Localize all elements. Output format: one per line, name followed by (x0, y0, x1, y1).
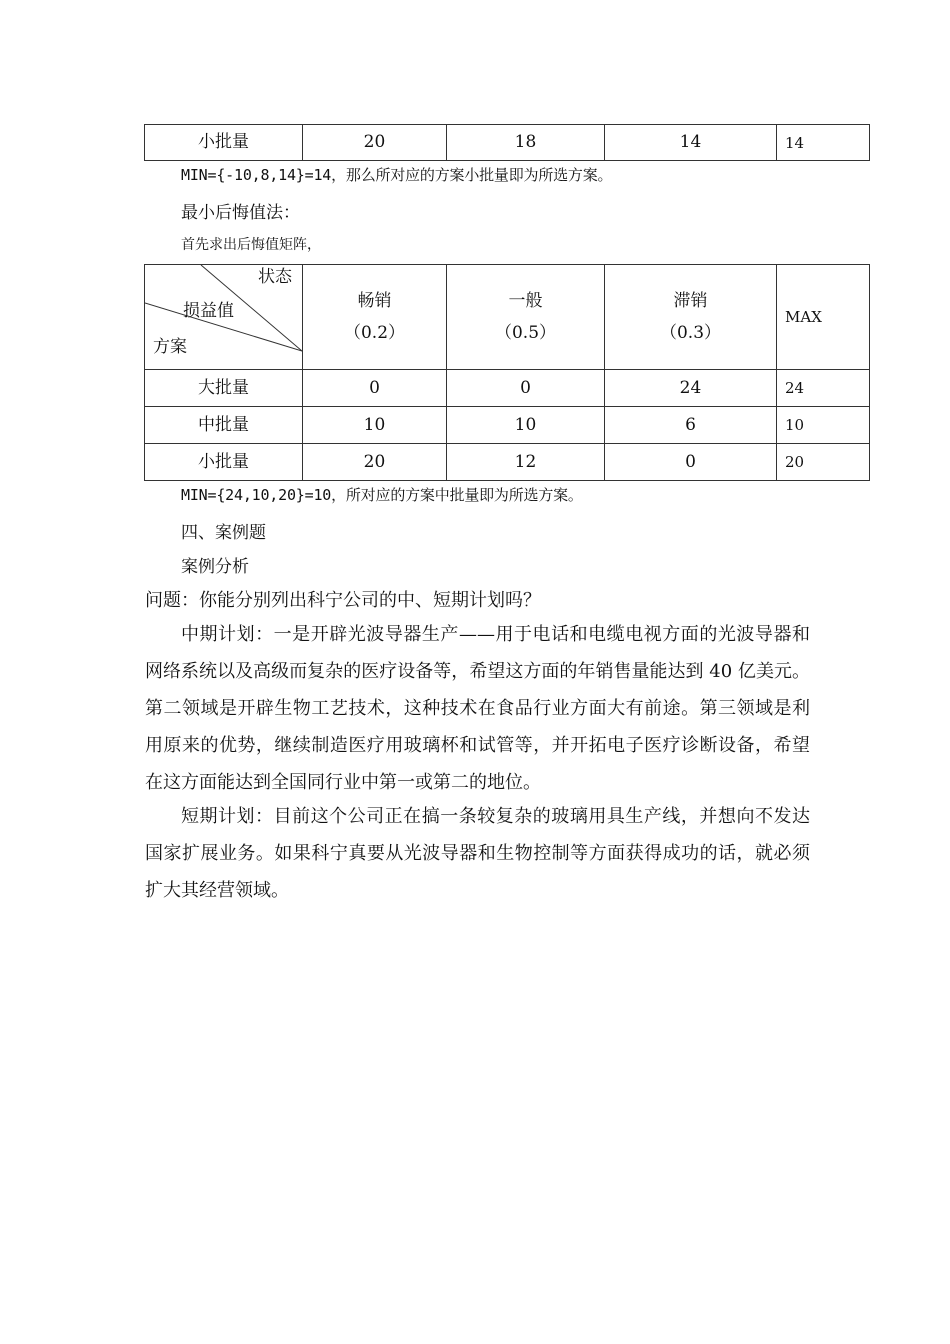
value-cell: 20 (303, 444, 447, 481)
conclusion-2: MIN={24,10,20}=10，所对应的方案中批量即为所选方案。 (181, 486, 583, 504)
regret-matrix-table (144, 264, 870, 481)
plan-axis-label: 方案 (153, 337, 187, 357)
table-row (145, 444, 870, 481)
section-heading: 四、案例题 (181, 523, 266, 543)
value-cell: 24 (605, 370, 777, 407)
value-cell: 14 (605, 125, 777, 161)
plan-cell: 小批量 (145, 444, 303, 481)
table-row (145, 125, 870, 161)
case-title: 案例分析 (181, 557, 249, 577)
value-cell: 0 (605, 444, 777, 481)
state-probability: （0.3） (659, 323, 722, 343)
max-cell: 10 (777, 407, 870, 444)
diagonal-header-cell (145, 265, 303, 370)
state-name: 一般 (508, 290, 543, 311)
value-cell: 0 (303, 370, 447, 407)
state-header-cell (303, 265, 447, 370)
matrix-intro: 首先求出后悔值矩阵， (181, 237, 321, 253)
header-row (145, 265, 870, 370)
plan-cell: 小批量 (145, 125, 303, 161)
max-cell: 24 (777, 370, 870, 407)
table-row (145, 370, 870, 407)
value-cell: 12 (447, 444, 605, 481)
value-cell: 10 (303, 407, 447, 444)
short-term-plan-paragraph: 短期计划：目前这个公司正在搞一条较复杂的玻璃用具生产线，并想向不发达国家扩展业务。如果科宁真要从光波导器和生物控制等方面获得成功的话，就必须扩大其经营领域。 (145, 806, 810, 901)
state-header-cell (447, 265, 605, 370)
value-cell: 6 (605, 407, 777, 444)
value-cell: 0 (447, 370, 605, 407)
max-cell: 14 (777, 125, 870, 161)
value-axis-label: 损益值 (183, 301, 234, 321)
method-title: 最小后悔值法： (181, 203, 300, 223)
state-axis-label: 状态 (258, 267, 292, 287)
plan-cell: 大批量 (145, 370, 303, 407)
state-probability: （0.5） (494, 323, 557, 343)
table-row (145, 407, 870, 444)
state-header-cell (605, 265, 777, 370)
plan-cell: 中批量 (145, 407, 303, 444)
value-cell: 10 (447, 407, 605, 444)
question-line: 问题：你能分别列出科宁公司的中、短期计划吗？ (145, 590, 541, 611)
mid-term-plan-paragraph: 中期计划：一是开辟光波导器生产——用于电话和电缆电视方面的光波导器和网络系统以及高级而复杂的医疗设备等，希望这方面的年销售量能达到 40 亿美元。第二领域是开辟生物工艺技术，这种技术在食品行业方面大有前途。第三领域是利用原来的优势，继续制造医疗用玻璃杯和试管等，并开拓电子医疗诊断设备，希望在这方面能达到全国同行业中第一或第二的地位。 (145, 624, 810, 793)
value-cell: 20 (303, 125, 447, 161)
state-name: 畅销 (357, 290, 392, 311)
value-cell: 18 (447, 125, 605, 161)
conclusion-1: MIN={-10,8,14}=14，那么所对应的方案小批量即为所选方案。 (181, 166, 613, 184)
max-header-cell: MAX (777, 265, 870, 370)
payoff-table-continued (144, 124, 870, 161)
state-name: 滞销 (673, 290, 708, 311)
max-cell: 20 (777, 444, 870, 481)
state-probability: （0.2） (343, 323, 406, 343)
